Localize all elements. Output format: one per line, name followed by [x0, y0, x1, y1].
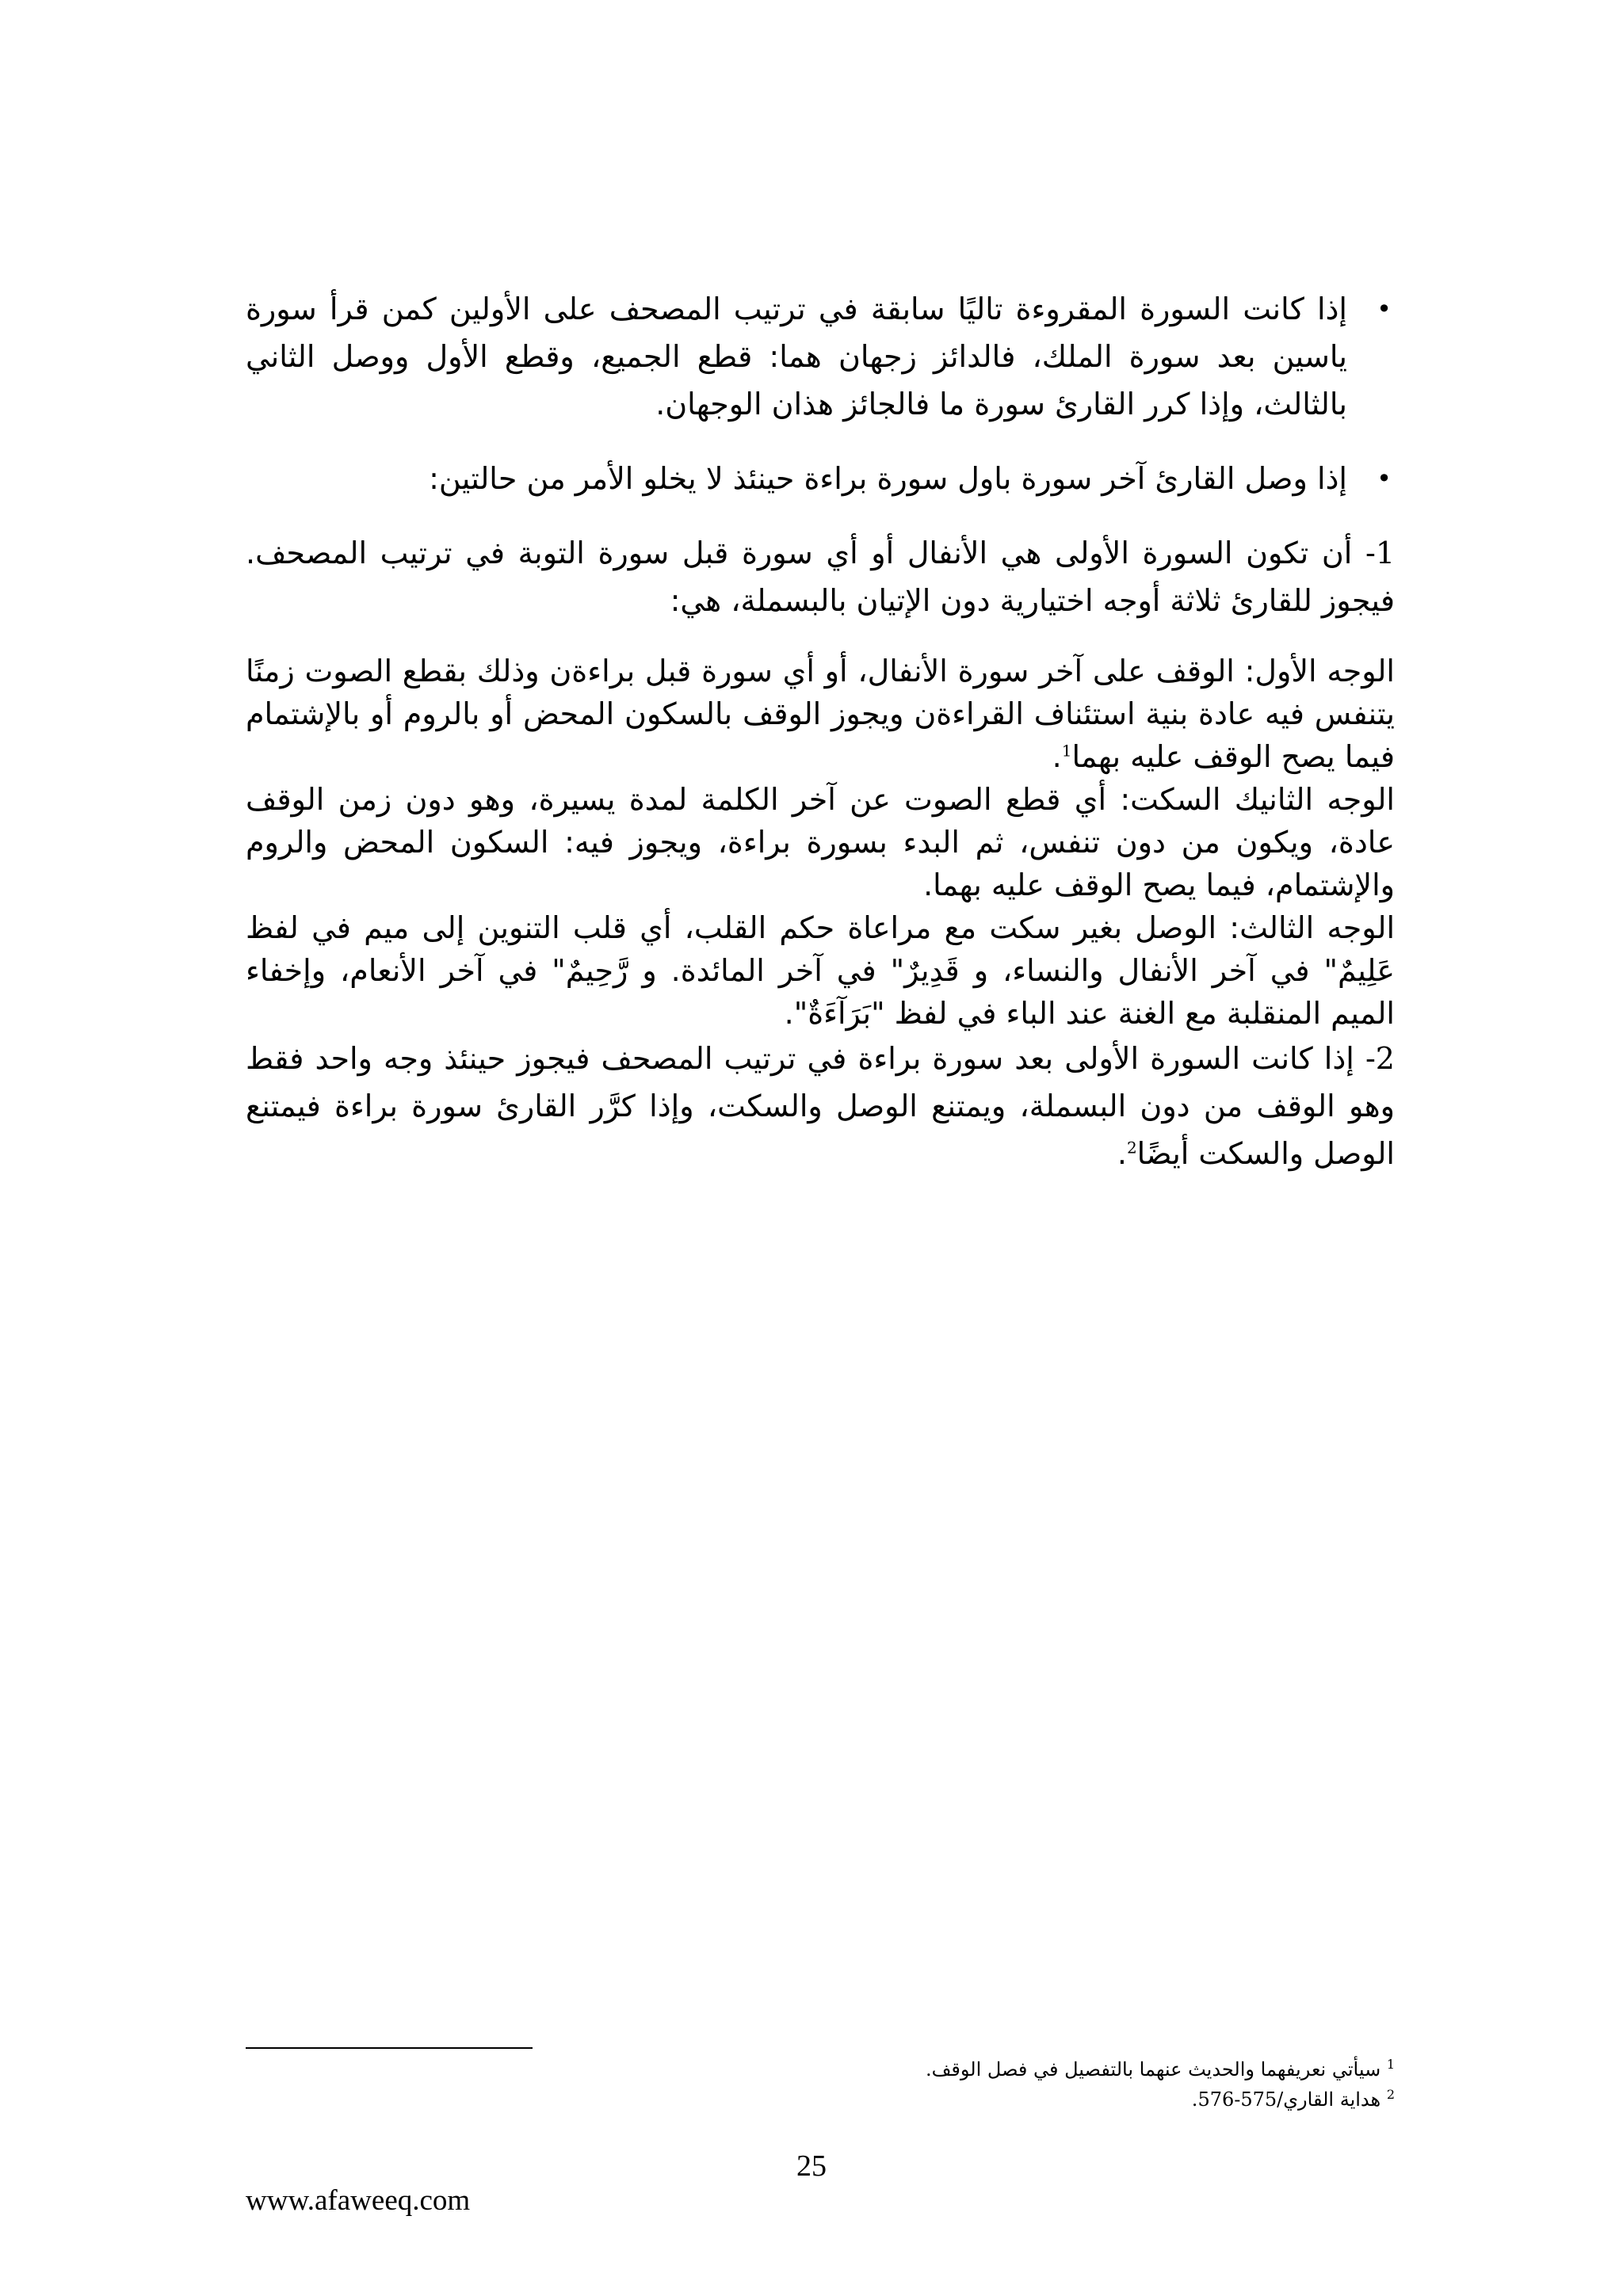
footnote-1 [246, 2054, 1395, 2084]
wajh-2-text: الوجه الثانيك السكت: أي قطع الصوت عن آخر الكلمة لمدة يسيرة، وهو دون زمن الوقف عادة، ويكون من دون تنفس، ثم البدء بسورة براءة، ويجوز فيه: السكون المحض والروم والإشتمام، فيما يصح الوقف عليه بهما. [246, 782, 1395, 902]
footnote-ref-2[interactable]: 2 [1126, 1138, 1137, 1158]
case-2-number: 2- [1365, 1041, 1395, 1076]
footnote-number-2: 2 [1386, 2087, 1395, 2102]
bullet-paragraph-2 [246, 455, 1395, 502]
footnote-ref-1[interactable]: 1 [1061, 741, 1072, 761]
footnote-separator [246, 2047, 533, 2049]
case-1-paragraph [246, 529, 1395, 624]
case-1-number: 1- [1365, 536, 1395, 570]
page-number: 25 [796, 2149, 827, 2183]
wajh-3-text: الوجه الثالث: الوصل بغير سكت مع مراعاة حكم القلب، أي قلب التنوين إلى ميم في لفظ عَلِيمٌ" في آخر الأنفال والنساء، و قَدِيرٌ" في آخر المائدة. و رَّحِيمٌ" في آخر الأنعام، وإخفاء الميم المنقلبة مع الغنة عند الباء في لفظ "بَرَآءَةٌ". [246, 910, 1395, 1031]
case-2-paragraph [246, 1035, 1395, 1177]
wajh-3-paragraph [246, 906, 1395, 1035]
bullet-text-2: إذا وصل القارئ آخر سورة باول سورة براءة حينئذ لا يخلو الأمر من حالتين: [429, 461, 1347, 496]
footnote-2 [246, 2084, 1395, 2115]
footnote-text-1: سيأتي نعريفهما والحديث عنهما بالتفصيل في فصل الوقف. [925, 2058, 1381, 2081]
main-text [246, 285, 1395, 1177]
bullet-marker: • [1377, 463, 1392, 494]
case-2-text: إذا كانت السورة الأولى بعد سورة براءة في ترتيب المصحف فيجوز حينئذ وجه واحد فقط وهو الوقف من دون البسملة، ويمتنع الوصل والسكت، وإذا كرَّر القارئ سورة براءة فيمتنع الوصل والسكت أيضًا [246, 1041, 1395, 1171]
website-link[interactable]: www.afaweeq.com [246, 2184, 471, 2217]
bullet-paragraph-1 [246, 285, 1395, 428]
footnotes [246, 2054, 1395, 2115]
bullet-text-1: إذا كانت السورة المقروءة تاليًا سابقة في ترتيب المصحف على الأولين كمن قرأ سورة ياسين بعد سورة الملك، فالدائز زجهان هما: قطع الجميع، وقطع الأول ووصل الثاني بالثالث، وإذا كرر القارئ سورة ما فالجائز هذان الوجهان. [246, 292, 1347, 421]
case-2-end: . [1117, 1136, 1127, 1171]
footnote-number-1: 1 [1386, 2057, 1395, 2072]
wajh-1-text: الوجه الأول: الوقف على آخر سورة الأنفال، أو أي سورة قبل براءةن وذلك بقطع الصوت زمنًا يتنفس فيه عادة بنية استئناف القراءةن ويجوز الوقف بالسكون المحض أو بالروم أو بالإشتمام فيما يصح الوقف عليه بهما [246, 654, 1395, 774]
footnote-text-2: هداية القاري/575-576. [1191, 2088, 1381, 2111]
wajh-2-paragraph [246, 778, 1395, 906]
bullet-marker: • [1377, 294, 1392, 324]
case-1-text: أن تكون السورة الأولى هي الأنفال أو أي سورة قبل سورة التوبة في ترتيب المصحف. فيجوز للقارئ ثلاثة أوجه اختيارية دون الإتيان بالبسملة، هي: [246, 536, 1395, 618]
wajh-1-end: . [1052, 739, 1062, 774]
wajh-1-paragraph [246, 650, 1395, 778]
